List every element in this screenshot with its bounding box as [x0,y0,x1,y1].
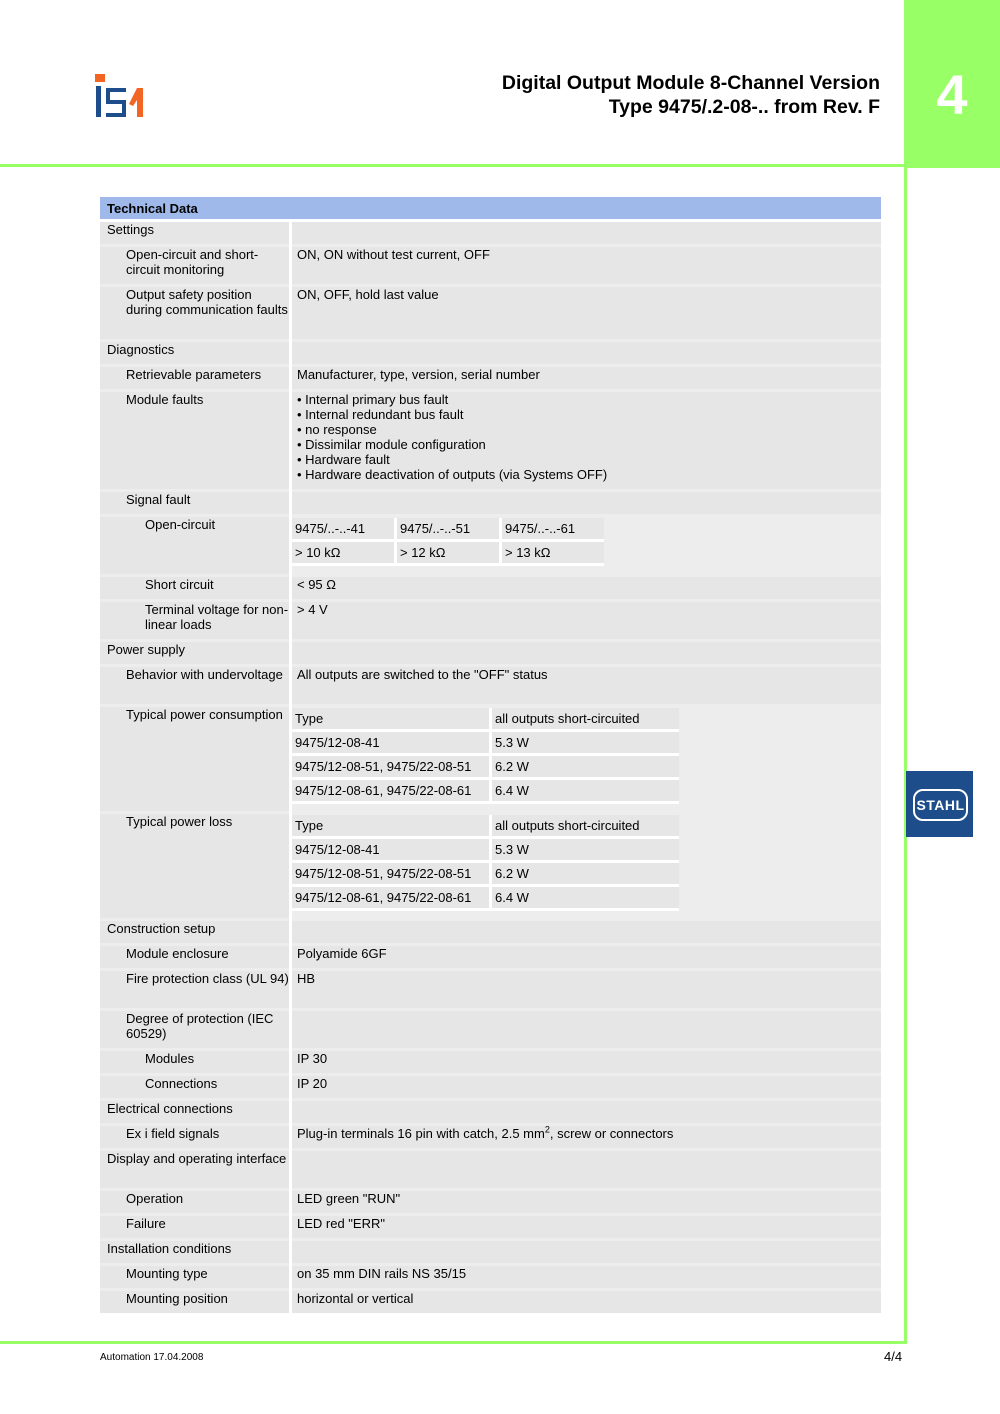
table-cell: > 13 kΩ [501,541,605,565]
table-row [100,1266,881,1288]
row-label: Fire protection class (UL 94) [100,971,289,1008]
table-row [292,862,679,886]
table-row [100,971,881,1008]
row-value: < 95 Ω [292,577,881,599]
row-label: Module enclosure [100,946,289,968]
row-label: Mounting type [100,1266,289,1288]
table-row [292,779,679,803]
table-cell: 5.3 W [491,731,680,755]
table-cell: 6.2 W [491,862,680,886]
section-label: Settings [100,222,289,244]
table-row [100,247,881,284]
row-label: Typical power consumption [100,707,289,811]
table-cell: 9475/12-08-51, 9475/22-08-51 [292,862,491,886]
table-row [100,1191,881,1213]
row-value: IP 30 [292,1051,881,1073]
table-cell: Type [292,708,491,731]
row-label: Operation [100,1191,289,1213]
row-label: Output safety position during communication faults [100,287,289,339]
row-label: Ex i field signals [100,1126,289,1148]
list-item: • Dissimilar module configuration [297,437,486,452]
row-value: Plug-in terminals 16 pin with catch, 2.5 $mm^2$, screw or connectors [292,1126,881,1148]
section-label: Diagnostics [100,342,289,364]
row-label: Mounting position [100,1291,289,1313]
table-row [100,222,881,244]
power-loss-table [292,815,679,911]
row-value: > 4 V [292,602,881,639]
table-cell: 9475/12-08-41 [292,838,491,862]
table-cell: 9475/..-..-41 [292,518,396,541]
table-row [100,707,881,811]
section-label: Installation conditions [100,1241,289,1263]
table-cell: 6.4 W [491,886,680,910]
table-row [100,814,881,918]
table-cell: > 10 kΩ [292,541,396,565]
row-value: ON, OFF, hold last value [292,287,881,339]
table-row [292,886,679,910]
table-row [100,1291,881,1313]
list-item: • Internal redundant bus fault [297,407,464,422]
row-value: HB [292,971,881,1008]
table-row [100,1151,881,1188]
list-item: • Hardware fault [297,452,390,467]
section-label: Display and operating interface [100,1151,289,1188]
power-consumption-table [292,708,679,804]
list-item: • Hardware deactivation of outputs (via Systems OFF) [297,467,608,482]
document-title [502,71,880,119]
table-row [292,815,679,838]
table-row [100,342,881,364]
section-label: Electrical connections [100,1101,289,1123]
table-cell: all outputs short-circuited [491,708,680,731]
row-label: Module faults [100,392,289,489]
table-row [100,287,881,339]
table-cell: 9475/12-08-61, 9475/22-08-61 [292,779,491,803]
list-item: • no response [297,422,377,437]
table-row [292,755,679,779]
table-row [292,518,604,541]
table-row [292,708,679,731]
row-value: LED red "ERR" [292,1216,881,1238]
table-cell: 9475/12-08-51, 9475/22-08-51 [292,755,491,779]
row-label: Open-circuit [100,517,289,574]
table-cell: 9475/12-08-41 [292,731,491,755]
row-label: Typical power loss [100,814,289,918]
row-value: IP 20 [292,1076,881,1098]
row-label: Modules [100,1051,289,1073]
row-value: Polyamide 6GF [292,946,881,968]
table-cell: Type [292,815,491,838]
table-row [100,946,881,968]
open-circuit-table [292,518,604,566]
row-label: Connections [100,1076,289,1098]
row-label: Terminal voltage for non-linear loads [100,602,289,639]
table-row [100,1126,881,1148]
table-cell: 9475/12-08-61, 9475/22-08-61 [292,886,491,910]
title-line-1: Digital Output Module 8-Channel Version [501,72,880,94]
table-row [100,1216,881,1238]
table-row [292,838,679,862]
right-divider [904,168,907,1344]
table-row [100,1051,881,1073]
row-label: Behavior with undervoltage [100,667,289,704]
footer-divider [0,1341,907,1344]
table-row [100,1076,881,1098]
table-row [100,367,881,389]
is1-logo-icon [95,74,145,118]
section-label: Construction setup [100,921,289,943]
table-cell: 9475/..-..-51 [396,518,501,541]
table-row [100,1101,881,1123]
table-cell: 6.4 W [491,779,680,803]
section-label: Power supply [100,642,289,664]
table-row [100,1241,881,1263]
chapter-number: 4 [936,63,968,126]
table-row [100,602,881,639]
page-number: 4/4 [884,1349,903,1364]
row-value: Manufacturer, type, version, serial number [292,367,881,389]
row-label: Failure [100,1216,289,1238]
footer-date: Automation 17.04.2008 [100,1352,204,1363]
table-cell: 5.3 W [491,838,680,862]
header-divider [0,164,904,167]
table-row [292,731,679,755]
row-label: Retrievable parameters [100,367,289,389]
table-row [292,541,604,565]
row-value: All outputs are switched to the "OFF" status [292,667,881,704]
title-line-2: Type 9475/.2-08-.. from Rev. F [608,96,880,118]
row-value: LED green "RUN" [292,1191,881,1213]
row-value: ON, ON without test current, OFF [292,247,881,284]
table-cell: all outputs short-circuited [491,815,680,838]
stahl-badge: STAHL [913,789,968,821]
module-faults-list [292,392,881,489]
list-item: • Internal primary bus fault [297,392,449,407]
row-label: Degree of protection (IEC 60529) [100,1011,289,1048]
row-label: Signal fault [100,492,289,514]
table-row [100,1011,881,1048]
table-cell: 9475/..-..-61 [501,518,605,541]
table-row [100,392,881,489]
row-label: Open-circuit and short-circuit monitoring [100,247,289,284]
stahl-logo [906,771,973,837]
table-row [100,642,881,664]
technical-data-table [100,197,881,1313]
row-label: Short circuit [100,577,289,599]
table-row [100,492,881,514]
table-cell: 6.2 W [491,755,680,779]
table-cell: > 12 kΩ [396,541,501,565]
table-row [100,517,881,574]
table-heading: Technical Data [100,197,881,219]
table-row [100,667,881,704]
row-value: on 35 mm DIN rails NS 35/15 [292,1266,881,1288]
table-row [100,921,881,943]
table-row [100,577,881,599]
row-value: horizontal or vertical [292,1291,881,1313]
